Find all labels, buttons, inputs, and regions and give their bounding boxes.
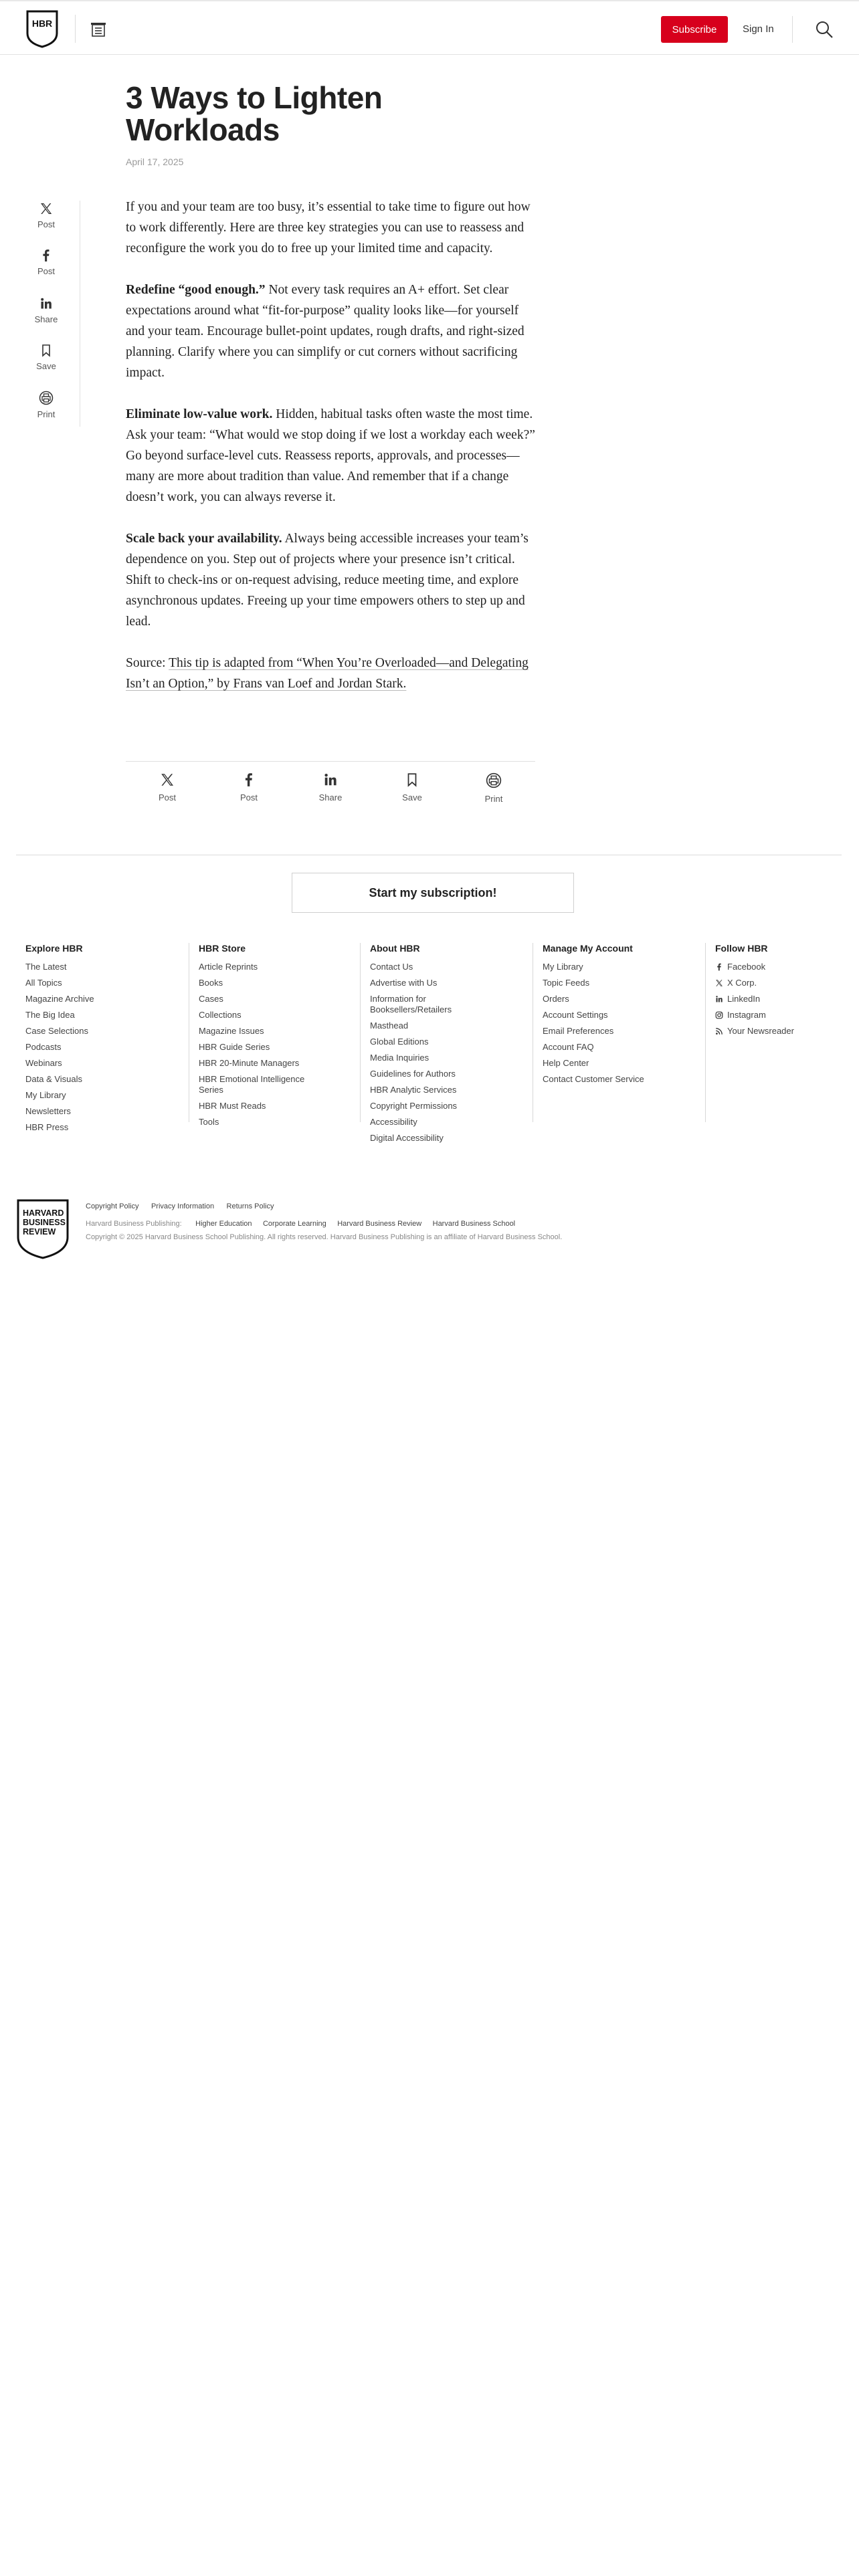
footer-link[interactable]: Data & Visuals: [25, 1074, 83, 1084]
tip-heading: Eliminate low-value work.: [126, 407, 273, 421]
share-post-x[interactable]: [140, 772, 194, 802]
share-save[interactable]: [385, 772, 439, 802]
tip-paragraph: [126, 280, 541, 383]
footer-column-title: Manage My Account: [543, 943, 633, 954]
footer-link[interactable]: HBR Emotional Intelligence Series: [199, 1074, 305, 1095]
article-date: April 17, 2025: [126, 156, 184, 167]
rail-label: Post: [37, 266, 55, 276]
footer-column-title: HBR Store: [199, 943, 246, 954]
article-title: 3 Ways to Lighten Workloads: [126, 80, 383, 147]
share-label: Save: [402, 792, 422, 802]
rail-label: Save: [36, 361, 56, 371]
facebook-icon: [39, 249, 53, 262]
footer-link[interactable]: Topic Feeds: [543, 978, 590, 988]
rail-label: Post: [37, 219, 55, 229]
footer-link[interactable]: Contact Customer Service: [543, 1074, 644, 1084]
follow-newsreader[interactable]: [715, 1026, 843, 1037]
publisher-label: Harvard Business Publishing:: [86, 1220, 182, 1228]
footer-link[interactable]: HBR Press: [25, 1122, 69, 1132]
follow-linkedin[interactable]: [715, 994, 843, 1004]
site-header: [0, 1, 859, 55]
logo-line: BUSINESS: [23, 1218, 66, 1227]
footer-link[interactable]: Magazine Archive: [25, 994, 94, 1004]
start-subscription-button[interactable]: Start my subscription!: [292, 873, 574, 913]
bookmark-icon: [405, 772, 419, 787]
search-icon[interactable]: [815, 20, 834, 39]
footer-link[interactable]: Account FAQ: [543, 1042, 594, 1052]
tip-heading: Redefine “good enough.”: [126, 283, 266, 297]
publisher-link[interactable]: Higher Education: [195, 1220, 252, 1228]
footer-link[interactable]: Tools: [199, 1117, 219, 1127]
privacy-information-link[interactable]: Privacy Information: [151, 1202, 215, 1210]
logo-line: REVIEW: [23, 1227, 56, 1237]
x-icon: [160, 772, 175, 787]
logo-text: HBR: [31, 18, 53, 29]
footer-column-account: [533, 943, 705, 1122]
linkedin-icon: [715, 995, 723, 1003]
hbr-logo[interactable]: [25, 9, 59, 48]
footer-column-follow: [705, 943, 843, 1122]
footer-link[interactable]: Podcasts: [25, 1042, 62, 1052]
share-post-facebook[interactable]: [222, 772, 276, 802]
footer-link[interactable]: Accessibility: [370, 1117, 417, 1127]
footer-column-explore: [16, 943, 189, 1132]
print-icon: [39, 391, 54, 405]
tip-text: Not every task requires an A+ effort. Set clear expectations around what “fit-for-purpose” quality looks like—for yourself and your team. Encourage bullet-point updates, rough drafts, and right-sized planning. Clarify where you can simplify or cut corners without sacrificing impact.: [126, 283, 524, 380]
footer-link[interactable]: Account Settings: [543, 1010, 608, 1020]
footer-link[interactable]: Newsletters: [25, 1106, 71, 1116]
footer-column-about: [360, 943, 533, 1143]
follow-label: Facebook: [727, 962, 766, 972]
rss-icon: [715, 1027, 723, 1035]
footer-column-title: Follow HBR: [715, 943, 768, 954]
footer-link[interactable]: Contact Us: [370, 962, 413, 972]
x-icon: [715, 979, 723, 987]
footer-link[interactable]: Orders: [543, 994, 569, 1004]
follow-x[interactable]: [715, 978, 843, 988]
bookmark-icon: [39, 344, 53, 357]
tip-text: Always being accessible increases your team’s dependence on you. Step out of projects where your presence isn’t critical. Shift to check-ins or on-request advising, reduce meeting time, and explore asynchronous updates. Freeing up your time empowers others to step up and lead.: [126, 532, 529, 629]
rail-share-linkedin[interactable]: [27, 297, 66, 324]
header-divider: [75, 15, 76, 43]
linkedin-icon: [323, 772, 338, 787]
publisher-link[interactable]: Harvard Business Review: [337, 1220, 422, 1228]
footer-link[interactable]: Information for Booksellers/Retailers: [370, 994, 452, 1014]
header-divider-right: [792, 16, 793, 43]
x-icon: [39, 202, 53, 215]
tip-paragraph: [126, 528, 541, 632]
share-print[interactable]: [467, 772, 520, 804]
follow-label: Your Newsreader: [727, 1026, 794, 1036]
footer-link[interactable]: HBR Analytic Services: [370, 1085, 457, 1095]
footer-link[interactable]: My Library: [543, 962, 583, 972]
logo-line: HARVARD: [23, 1208, 64, 1218]
harvard-business-review-logo[interactable]: [16, 1198, 70, 1260]
footer-column-title: Explore HBR: [25, 943, 83, 954]
linkedin-icon: [39, 297, 53, 310]
facebook-icon: [242, 772, 256, 787]
subscribe-button[interactable]: Subscribe: [661, 16, 728, 43]
footer-link[interactable]: Email Preferences: [543, 1026, 614, 1036]
menu-icon[interactable]: [90, 21, 107, 37]
source-prefix: Source:: [126, 656, 169, 670]
footer-link[interactable]: The Big Idea: [25, 1010, 75, 1020]
footer-link[interactable]: Webinars: [25, 1058, 62, 1068]
tip-heading: Scale back your availability.: [126, 532, 282, 546]
returns-policy-link[interactable]: Returns Policy: [226, 1202, 274, 1210]
footer-link[interactable]: Magazine Issues: [199, 1026, 264, 1036]
rail-label: Print: [37, 409, 56, 419]
follow-label: Instagram: [727, 1010, 766, 1020]
sign-in-link[interactable]: Sign In: [743, 23, 774, 35]
share-rail: [27, 201, 80, 427]
publisher-link[interactable]: Harvard Business School: [432, 1220, 516, 1228]
footer-link[interactable]: Media Inquiries: [370, 1053, 430, 1063]
legal-section: [86, 1200, 634, 1241]
share-bar: [126, 761, 535, 813]
source-link[interactable]: This tip is adapted from “When You’re Overloaded—and Delegating Isn’t an Option,” by Frans van Loef and Jordan Stark.: [126, 656, 529, 691]
tip-text: Hidden, habitual tasks often waste the most time. Ask your team: “What would we stop doing if we lost a workday each week?” Go beyond surface-level cuts. Reassess reports, approvals, and processes—many are more about tradition than value. And remember that if a change doesn’t work, you can always reverse it.: [126, 407, 535, 504]
footer-link[interactable]: Article Reprints: [199, 962, 258, 972]
rail-post-x[interactable]: [27, 202, 66, 229]
source-paragraph: [126, 653, 541, 694]
share-label: Share: [318, 792, 343, 802]
footer-link[interactable]: Collections: [199, 1010, 242, 1020]
rail-save[interactable]: [27, 344, 66, 371]
tip-paragraph: [126, 404, 541, 508]
rail-print[interactable]: [27, 391, 66, 419]
share-linkedin[interactable]: [304, 772, 357, 802]
rail-label: Share: [34, 314, 58, 324]
article-intro: If you and your team are too busy, it’s essential to take time to figure out how to work differently. Here are three key strategies you can use to reassess and reconfigure the work you do to free up your limited time and capacity.: [126, 200, 531, 255]
footer-link[interactable]: The Latest: [25, 962, 67, 972]
footer-link[interactable]: Copyright Permissions: [370, 1101, 458, 1111]
rail-post-facebook[interactable]: [27, 249, 66, 276]
share-label: Print: [484, 794, 503, 804]
footer-link[interactable]: HBR Guide Series: [199, 1042, 270, 1052]
footer-link[interactable]: Books: [199, 978, 223, 988]
copyright-policy-link[interactable]: Copyright Policy: [86, 1202, 139, 1210]
footer-link[interactable]: My Library: [25, 1090, 66, 1100]
footer-column-title: About HBR: [370, 943, 420, 954]
facebook-icon: [715, 963, 723, 971]
article-body: [126, 197, 541, 715]
footer-link[interactable]: HBR 20-Minute Managers: [199, 1058, 300, 1068]
footer-link[interactable]: Case Selections: [25, 1026, 88, 1036]
publisher-link[interactable]: Corporate Learning: [262, 1220, 326, 1228]
footer-link[interactable]: Advertise with Us: [370, 978, 438, 988]
footer-column-store: [189, 943, 360, 1127]
instagram-icon: [715, 1011, 723, 1019]
footer-link[interactable]: All Topics: [25, 978, 62, 988]
footer-link[interactable]: Help Center: [543, 1058, 589, 1068]
footer-link[interactable]: Digital Accessibility: [370, 1133, 444, 1143]
follow-instagram[interactable]: [715, 1010, 843, 1021]
print-icon: [486, 772, 502, 788]
copyright-text: Copyright © 2025 Harvard Business School Publishing. All rights reserved. Harvard Business Publishing is an affiliate of Harvard Business School.: [86, 1233, 563, 1241]
follow-label: X Corp.: [727, 978, 757, 988]
footer-link[interactable]: HBR Must Reads: [199, 1101, 266, 1111]
follow-facebook[interactable]: [715, 962, 843, 972]
share-label: Post: [240, 792, 258, 802]
follow-label: LinkedIn: [727, 994, 761, 1004]
share-label: Post: [158, 792, 176, 802]
footer-link[interactable]: Cases: [199, 994, 223, 1004]
footer-link[interactable]: Global Editions: [370, 1037, 429, 1047]
footer-link[interactable]: Masthead: [370, 1021, 409, 1031]
footer-link[interactable]: Guidelines for Authors: [370, 1069, 456, 1079]
